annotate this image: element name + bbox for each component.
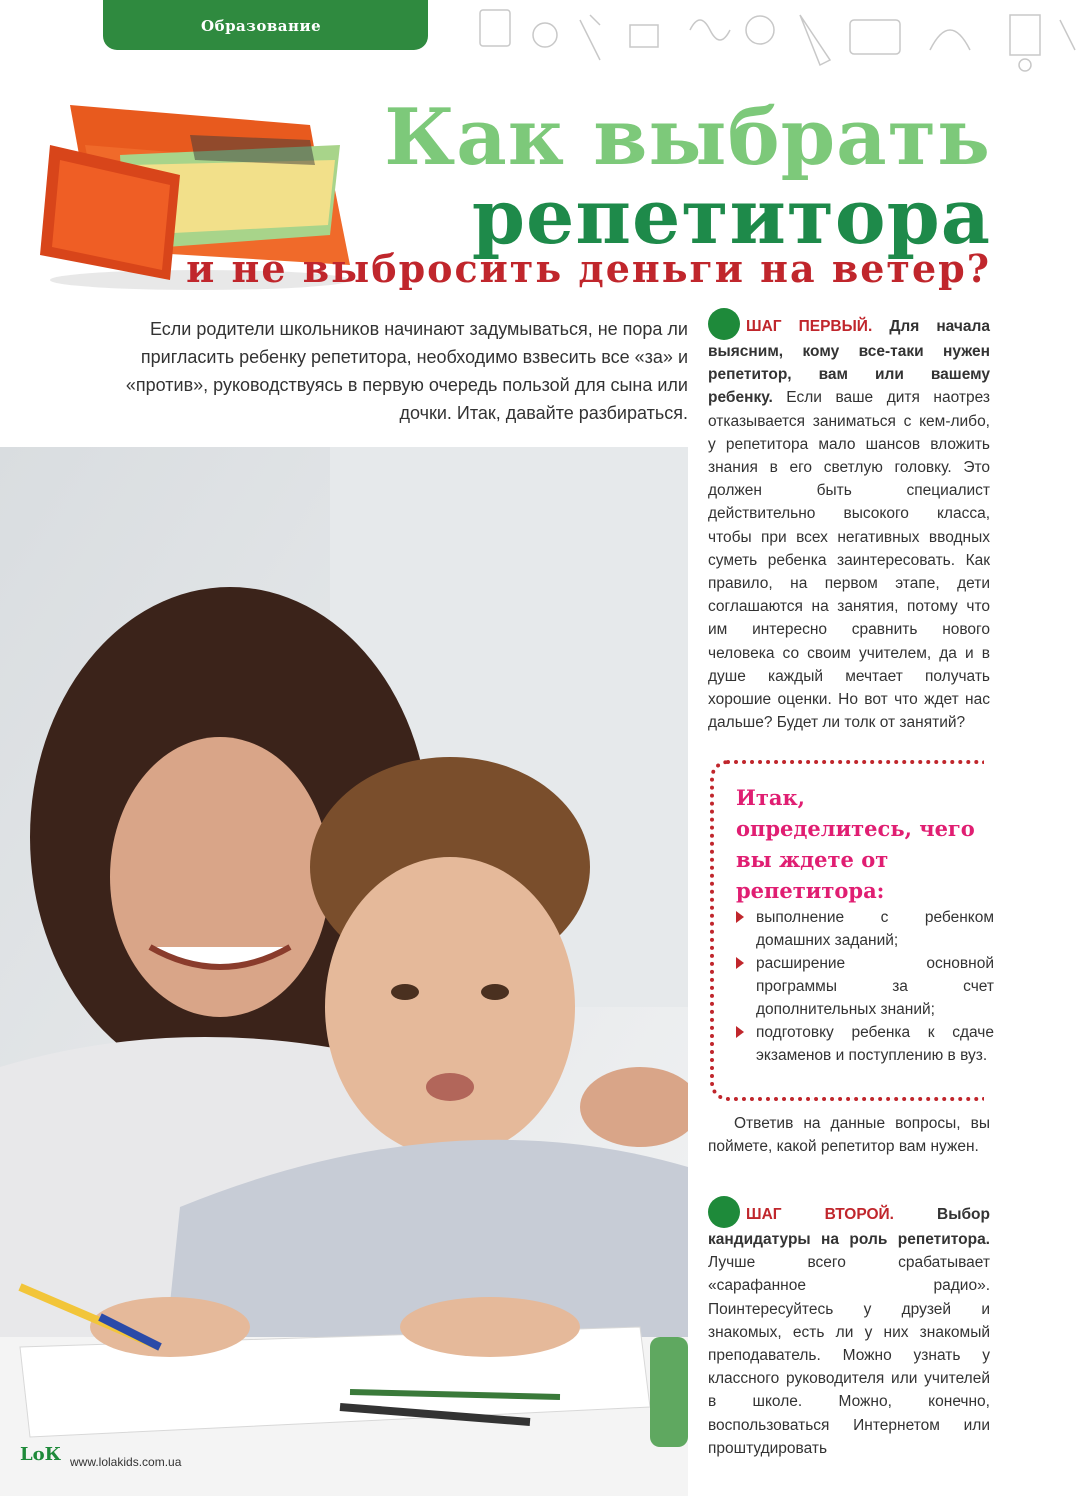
box-title: Итак, определитесь, чего вы ждете от репетитора:	[736, 785, 975, 903]
triangle-bullet-icon	[736, 911, 744, 923]
school-doodles-decoration	[430, 0, 1083, 95]
section-label: Образование	[201, 17, 322, 35]
step-one-lead: Для начала выясним, кому все-таки нужен репетитор, вам или вашему ребенку.	[708, 318, 991, 407]
step-one-label: ШАГ ПЕРВЫЙ.	[746, 318, 873, 336]
lola-kids-logo: LоК	[20, 1444, 62, 1465]
intro-paragraph: Если родители школьников начинают задумываться, не пора ли пригласить ребенку репетитора, необходимо взвесить все «за» и «против», руководствуясь в первую очередь пользой для сына или дочки. Итак, давайте разбираться.	[125, 319, 688, 423]
list-item: выполнение с ребенком домашних заданий;	[732, 906, 994, 952]
step-two-text: Лучше всего срабатывает «сарафанное радио». Поинтересуйтесь у друзей и знакомых, есть ли у них знакомый преподаватель. Можно узнать у классного руководителя или учителей в школе. Можно, конечно, воспользоваться Интернетом или проштудировать	[708, 1254, 990, 1457]
headline-line-2: репетитора	[471, 172, 991, 261]
step-two-lead: Выбор кандидатуры на роль репетитора.	[708, 1206, 990, 1248]
mother-and-son-photo	[0, 447, 688, 1496]
step-one-text: Если ваше дитя наотрез отказывается заниматься с кем-либо, у репетитора мало шансов вложить знания в его светлую головку. Это должен быть специалист действительно высокого класса, чтобы при всех негативных вводных суметь ребенка заинтересовать. Как правило, на первом этапе, дети соглашаются на занятия, потому что им интересно сравнить нового человека со своим учителем, да и в душе каждый мечтает получать хорошие оценки. Но вот что ждет нас дальше? Будет ли толк от занятий?	[708, 389, 990, 732]
step-two-label: ШАГ ВТОРОЙ.	[746, 1206, 894, 1224]
list-item: расширение основной программы за счет дополнительных знаний;	[732, 952, 994, 1021]
step-bullet-icon	[708, 1196, 740, 1228]
step-bullet-icon	[708, 308, 740, 340]
step-one-paragraph	[708, 314, 990, 734]
footer-url[interactable]: www.lolakids.com.ua	[70, 1455, 182, 1469]
expectations-box	[710, 760, 994, 1100]
triangle-bullet-icon	[736, 1026, 744, 1038]
headline-line-1: Как выбрать	[384, 92, 991, 183]
triangle-bullet-icon	[736, 957, 744, 969]
headline-subtitle: и не выбросить деньги на ветер?	[186, 246, 991, 291]
expectations-list	[732, 906, 994, 1067]
section-tab	[103, 0, 428, 50]
list-item: подготовку ребенка к сдаче экзаменов и поступлению в вуз.	[732, 1021, 994, 1067]
answer-paragraph: Ответив на данные вопросы, вы поймете, какой репетитор вам нужен.	[708, 1115, 990, 1156]
step-two-paragraph	[708, 1202, 990, 1460]
